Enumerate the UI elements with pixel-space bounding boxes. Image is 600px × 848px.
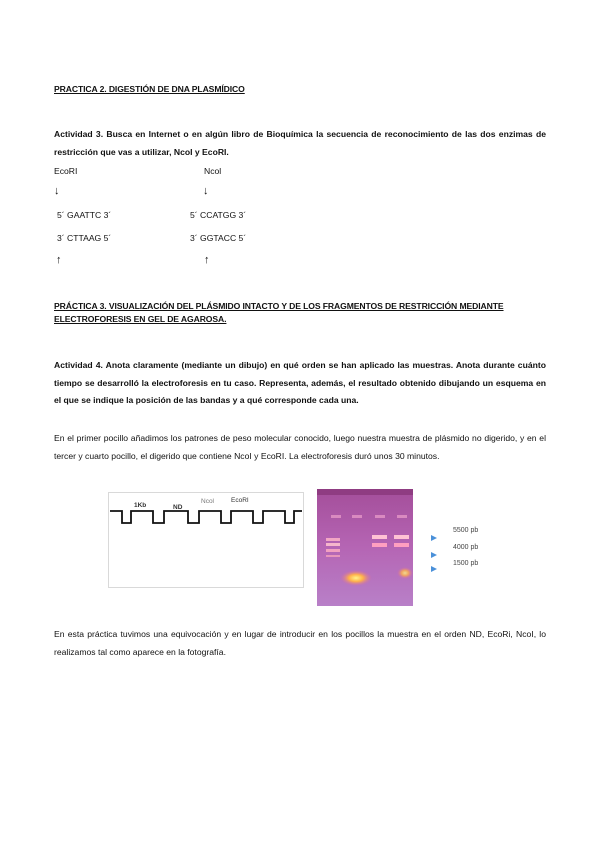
activity3-label: Actividad 3. [54, 129, 104, 139]
activity4-label: Actividad 4. [54, 360, 103, 370]
arrow-down-icon: ↓ [203, 185, 209, 197]
marker-arrow-icon [430, 529, 438, 537]
enzyme-ecori-seq-bottom: 3´ CTTAAG 5´ [57, 233, 112, 243]
gel-label-nd: ND [173, 504, 183, 511]
enzyme-ecori-seq-top: 5´ GAATTC 3´ [57, 210, 112, 220]
arrow-down-icon: ↓ [54, 185, 60, 197]
activity3-text: Busca en Internet o en algún libro de Bioquímica la secuencia de reconocimiento de las dos enzimas de restricción que vas a utilizar, NcoI y EcoRI. [54, 129, 546, 157]
conclusion-paragraph: En esta práctica tuvimos una equivocación y en lugar de introducir en los pocillos la muestra en el orden ND, EcoRi, NcoI, lo realizamos tal como aparece en la fotografía. [54, 629, 546, 657]
enzyme-ecori-name: EcoRI [54, 166, 78, 176]
marker-arrow-icon [430, 560, 438, 568]
enzyme-ncoi-seq-top: 5´ CCATGG 3´ [190, 210, 247, 220]
activity4-paragraph [54, 357, 546, 410]
activity3-paragraph [54, 126, 546, 161]
enzyme-ncoi-seq-bottom: 3´ GGTACC 5´ [190, 233, 247, 243]
activity4-text: Anota claramente (mediante un dibujo) en qué orden se han aplicado las muestras. Anota durante cuánto tiempo se desarrolló la electroforesis en tu caso. Representa, además, el resultado obtenido dibujando un esquema en el que se indique la posición de las bandas y a qué corresponde cada una. [54, 360, 546, 405]
marker-label-5500: 5500 pb [453, 527, 479, 534]
marker-arrow-icon [430, 546, 438, 554]
results-paragraph: En el primer pocillo añadimos los patrones de peso molecular conocido, luego nuestra muestra de plásmido no digerido, y en el tercer y cuarto pocillo, el digerido que contiene NcoI y EcoRI. La electroforesis duró unos 30 minutos. [54, 433, 546, 461]
gel-schematic [108, 492, 304, 588]
arrow-up-icon: ↑ [204, 254, 210, 266]
practice3-heading-line2: ELECTROFORESIS EN GEL DE AGAROSA. [54, 314, 227, 324]
gel-label-ncoi: Ncol [201, 498, 215, 505]
arrow-up-icon: ↑ [56, 254, 62, 266]
gel-photo [317, 489, 413, 606]
enzyme-ncoi-name: Ncol [204, 166, 222, 176]
marker-label-4000: 4000 pb [453, 544, 479, 551]
practice2-heading: PRACTICA 2. DIGESTIÓN DE DNA PLASMÍDICO [54, 84, 245, 94]
practice3-heading-line1: PRÁCTICA 3. VISUALIZACIÓN DEL PLÁSMIDO INTACTO Y DE LOS FRAGMENTOS DE RESTRICCIÓN MEDIANTE [54, 301, 504, 311]
gel-label-1kb: 1Kb [134, 502, 147, 509]
marker-label-1500: 1500 pb [453, 560, 479, 567]
gel-label-ecori: EcoRI [231, 497, 249, 504]
practice3-heading [54, 300, 554, 326]
gel-photo-image [317, 489, 413, 606]
